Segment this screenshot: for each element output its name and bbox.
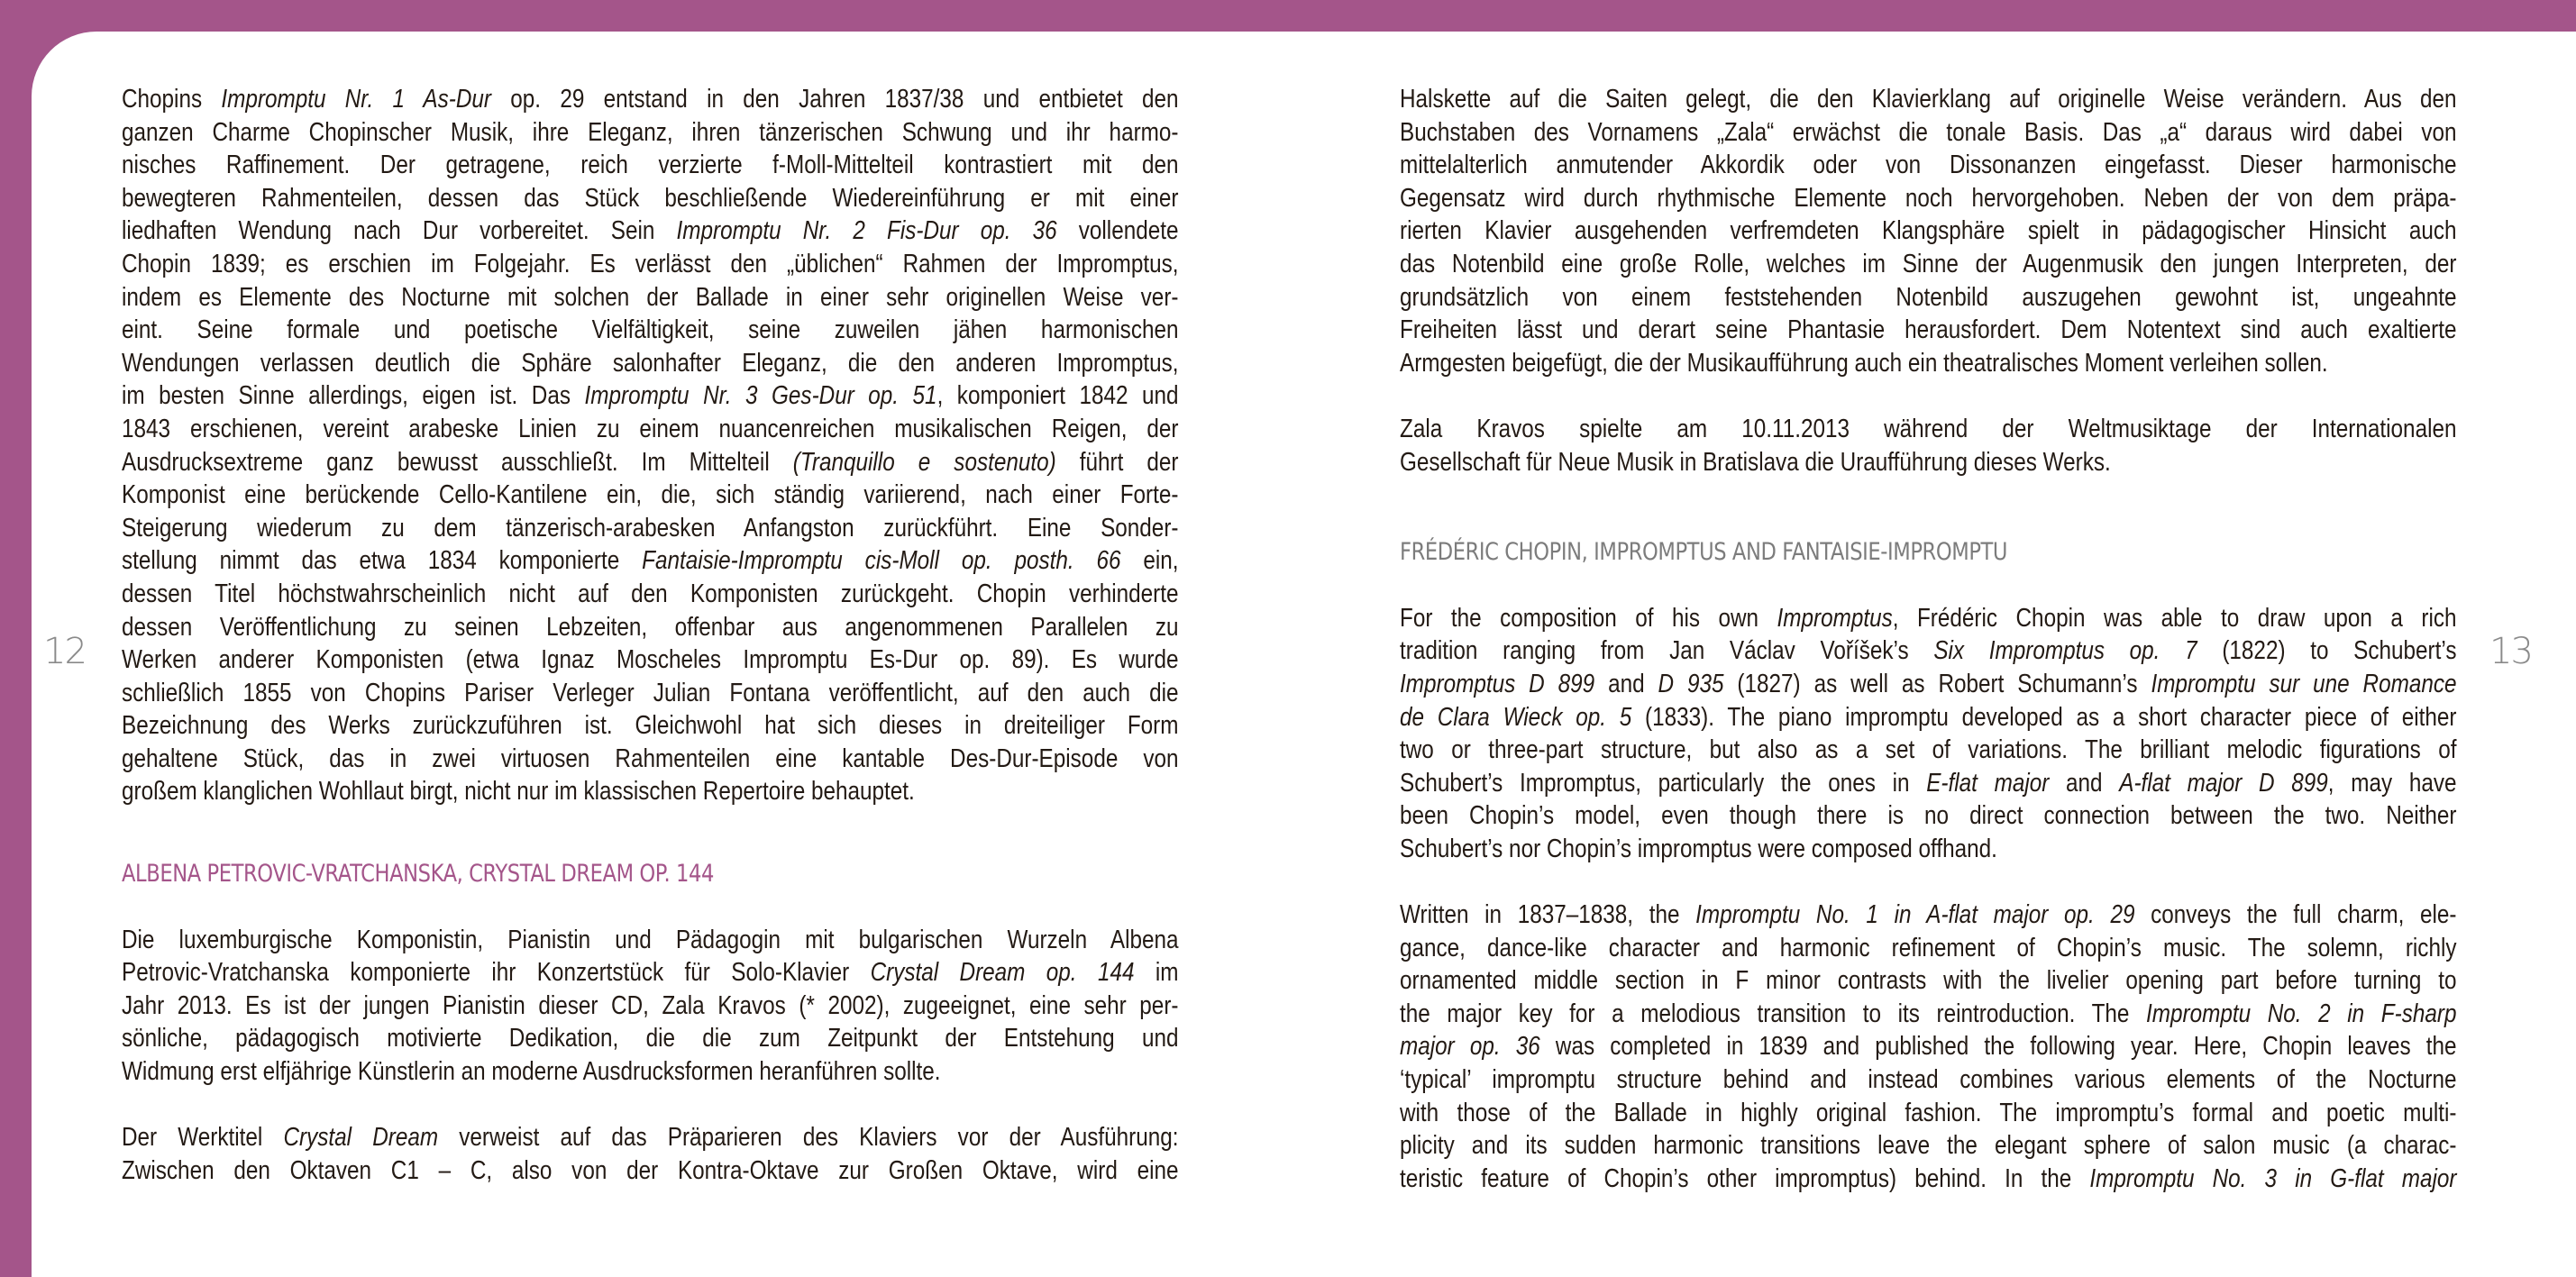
- paragraph: [122, 1121, 1179, 1187]
- spacer: [122, 808, 1179, 858]
- text-line: [1400, 446, 2457, 479]
- text-line: [1400, 83, 2457, 116]
- text-line: [1400, 116, 2457, 150]
- text-line: [1400, 602, 2457, 635]
- paragraph: [122, 83, 1179, 808]
- text-run: Bezeichnung des Werks zurückzuführen ist. Gleichwohl hat sich dieses in dreiteiliger Form: [122, 711, 1179, 741]
- italic-title: Impromptu Nr. 3 Ges-Dur op. 51: [584, 381, 937, 411]
- text-run: gance, dance-like character and harmonic refinement of Chopin’s music. The solemn, richly: [1400, 933, 2457, 962]
- text-line: [122, 775, 1179, 808]
- text-run: verweist auf das Präparieren des Klaviers vor der Ausführung:: [438, 1123, 1179, 1153]
- spacer: [1400, 865, 2457, 898]
- text-line: [122, 248, 1179, 281]
- left-column: [122, 83, 1179, 1187]
- italic-title: Impromptu No. 1 in A-flat major op. 29: [1695, 900, 2135, 930]
- italic-title: Six Impromptus op. 7: [1933, 636, 2197, 666]
- text-run: nisches Raffinement. Der getragene, reich verzierte f-Moll-Mittelteil kontrastiert mit den: [122, 151, 1179, 180]
- text-line: [122, 677, 1179, 710]
- paragraph: [1400, 602, 2457, 866]
- text-line: [1400, 248, 2457, 281]
- section-heading: FRÉDÉRIC CHOPIN, IMPROMPTUS AND FANTAISIE-IMPROMPTU: [1400, 538, 2008, 567]
- italic-title: de Clara Wieck op. 5: [1400, 702, 1632, 732]
- text-run: Werken anderer Komponisten (etwa Ignaz Moscheles Impromptu Es-Dur op. 89). Es wurde: [122, 645, 1179, 675]
- text-line: [122, 1121, 1179, 1154]
- text-run: rierten Klavier ausgehenden verfremdeten Klangsphäre spielt in pädagogischer Hinsicht auch: [1400, 216, 2457, 246]
- text-line: [1400, 314, 2457, 347]
- text-run: (1833). The piano impromptu developed as a short character piece of either: [1631, 702, 2457, 732]
- text-run: Chopins: [122, 85, 222, 114]
- spacer: [122, 1089, 1179, 1122]
- text-run: and: [1594, 669, 1658, 698]
- text-line: [1400, 182, 2457, 215]
- text-run: plicity and its sudden harmonic transitions leave the elegant sphere of salon music (a charac-: [1400, 1131, 2457, 1161]
- text-run: ‘typical’ impromptu structure behind and instead combines various elements of the Nocturne: [1400, 1065, 2457, 1095]
- text-run: Gegensatz wird durch rhythmische Elemente noch hervorgehoben. Neben der von dem präpa-: [1400, 183, 2457, 213]
- text-line: [1400, 1129, 2457, 1163]
- text-line: [1400, 347, 2457, 380]
- text-line: [122, 709, 1179, 743]
- italic-title: Impromptus: [1777, 603, 1893, 633]
- text-run: schließlich 1855 von Chopins Pariser Verleger Julian Fontana veröffentlicht, auf den auch die: [122, 678, 1179, 707]
- text-line: [1400, 932, 2457, 965]
- text-line: [122, 182, 1179, 215]
- text-run: tradition ranging from Jan Václav Voříšek’s: [1400, 636, 1934, 666]
- text-line: [1400, 734, 2457, 767]
- text-line: [1400, 214, 2457, 248]
- text-line: [1400, 833, 2457, 866]
- text-run: eint. Seine formale und poetische Vielfältigkeit, seine zuweilen jähen harmonischen: [122, 315, 1179, 345]
- page-number-right: 13: [2489, 631, 2532, 672]
- text-run: Ausdrucksextreme ganz bewusst ausschließt. Im Mittelteil: [122, 447, 793, 477]
- text-line: [1400, 1097, 2457, 1130]
- text-line: [122, 347, 1179, 380]
- paragraph: [1400, 413, 2457, 479]
- paragraph: [1400, 898, 2457, 1195]
- text-line: [122, 314, 1179, 347]
- text-run: For the composition of his own: [1400, 603, 1777, 633]
- text-line: [122, 956, 1179, 990]
- text-run: das Notenbild eine große Rolle, welches im Sinne der Augenmusik den jungen Interpreten, der: [1400, 249, 2457, 278]
- text-run: Buchstaben des Vornamens „Zala“ erwächst die tonale Basis. Das „a“ daraus wird dabei von: [1400, 117, 2457, 147]
- text-run: Jahr 2013. Es ist der jungen Pianistin dieser CD, Zala Kravos (* 2002), zugeeignet, eine sehr per-: [122, 990, 1179, 1020]
- text-run: ein,: [1120, 546, 1179, 576]
- text-run: op. 29 entstand in den Jahren 1837/38 und entbietet den: [490, 85, 1179, 114]
- text-line: [122, 214, 1179, 248]
- text-run: Widmung erst elfjährige Künstlerin an moderne Ausdrucksformen heranführen sollte.: [122, 1057, 941, 1087]
- italic-title: Impromptu No. 3 in G-flat major: [2089, 1163, 2457, 1193]
- text-line: [1400, 898, 2457, 932]
- text-run: the major key for a melodious transition to its reintroduction. The: [1400, 999, 2147, 1028]
- text-run: been Chopin’s model, even though there is no direct connection between the two. Neither: [1400, 801, 2457, 831]
- italic-title: major op. 36: [1400, 1032, 1540, 1062]
- italic-title: Impromptu Nr. 1 As-Dur: [221, 85, 491, 114]
- text-run: sönliche, pädagogisch motivierte Dedikation, die die zum Zeitpunkt der Entstehung und: [122, 1024, 1179, 1054]
- text-line: [1400, 998, 2457, 1031]
- text-run: teristic feature of Chopin’s other impromptus) behind. In the: [1400, 1163, 2090, 1193]
- text-run: dessen Titel höchstwahrscheinlich nicht auf den Komponisten zurückgeht. Chopin verhinderte: [122, 579, 1179, 608]
- italic-title: Crystal Dream op. 144: [870, 958, 1135, 988]
- text-run: Zala Kravos spielte am 10.11.2013 während der Weltmusiktage der Internationalen: [1400, 414, 2457, 443]
- text-line: [122, 512, 1179, 545]
- text-run: Freiheiten lässt und derart seine Phantasie herausfordert. Dem Notentext sind auch exaltierte: [1400, 315, 2457, 345]
- text-run: Komponist eine berückende Cello-Kantilene ein, die, sich ständig variierend, nach einer Forte-: [122, 480, 1179, 510]
- text-run: liedhaften Wendung nach Dur vorbereitet. Sein: [122, 216, 677, 246]
- italic-title: A-flat major D 899: [2119, 768, 2328, 798]
- text-line: [1400, 668, 2457, 701]
- text-line: [1400, 634, 2457, 668]
- text-line: [1400, 767, 2457, 800]
- text-line: [1400, 1030, 2457, 1063]
- spacer: [1400, 379, 2457, 413]
- text-line: [1400, 799, 2457, 833]
- text-line: [122, 1022, 1179, 1055]
- italic-title: D 935: [1658, 669, 1724, 698]
- text-run: Wendungen verlassen deutlich die Sphäre salonhafter Eleganz, die den anderen Impromptus,: [122, 348, 1179, 378]
- text-run: Schubert’s nor Chopin’s impromptus were composed offhand.: [1400, 834, 1997, 863]
- text-line: [122, 611, 1179, 644]
- text-line: [122, 281, 1179, 315]
- text-run: führt der: [1055, 447, 1179, 477]
- italic-title: E-flat major: [1926, 768, 2050, 798]
- text-line: [122, 83, 1179, 116]
- spacer: [1400, 570, 2457, 602]
- text-line: [122, 743, 1179, 776]
- text-run: with those of the Ballade in highly original fashion. The impromptu’s formal and poetic multi-: [1400, 1098, 2457, 1127]
- italic-title: Impromptu No. 2 in F-sharp: [2146, 999, 2457, 1028]
- text-run: was completed in 1839 and published the following year. Here, Chopin leaves the: [1539, 1032, 2457, 1062]
- text-line: [1400, 964, 2457, 998]
- text-run: großem klanglichen Wohllaut birgt, nicht nur im klassischen Repertoire behauptet.: [122, 777, 915, 807]
- text-run: (1827) as well as Robert Schumann’s: [1723, 669, 2151, 698]
- text-run: ornamented middle section in F minor contrasts with the livelier opening part before turning to: [1400, 966, 2457, 996]
- text-line: [122, 446, 1179, 479]
- text-line: [1400, 1063, 2457, 1097]
- text-line: [122, 643, 1179, 677]
- section-heading: ALBENA PETROVIC-VRATCHANSKA, CRYSTAL DREAM OP. 144: [122, 860, 714, 889]
- text-line: [122, 379, 1179, 413]
- text-run: and: [2049, 768, 2120, 798]
- paragraph: [122, 924, 1179, 1089]
- text-run: (1822) to Schubert’s: [2197, 636, 2457, 666]
- text-line: [122, 149, 1179, 182]
- text-run: Der Werktitel: [122, 1123, 284, 1153]
- italic-title: (Tranquillo e sostenuto): [792, 447, 1056, 477]
- text-run: 1843 erschienen, vereint arabeske Linien zu einem nuancenreichen musikalischen Reigen, der: [122, 414, 1179, 443]
- text-line: [122, 116, 1179, 150]
- text-run: Schubert’s Impromptus, particularly the ones in: [1400, 768, 1927, 798]
- text-run: mittelalterlich anmutender Akkordik oder von Dissonanzen eingefasst. Dieser harmonische: [1400, 151, 2457, 180]
- text-run: vollendete: [1056, 216, 1179, 246]
- page-number-left: 12: [43, 631, 86, 672]
- text-run: Die luxemburgische Komponistin, Pianistin und Pädagogin mit bulgarischen Wurzeln Albena: [122, 925, 1179, 954]
- text-run: Chopin 1839; es erschien im Folgejahr. Es verlässt den „üblichen“ Rahmen der Impromptus,: [122, 249, 1179, 278]
- text-line: [122, 413, 1179, 446]
- italic-title: Fantaisie-Impromptu cis-Moll op. posth. 66: [642, 546, 1121, 576]
- text-run: , komponiert 1842 und: [936, 381, 1179, 411]
- text-line: [1400, 281, 2457, 315]
- text-run: Steigerung wiederum zu dem tänzerisch-arabesken Anfangston zurückführt. Eine Sonder-: [122, 513, 1179, 543]
- text-run: bewegteren Rahmenteilen, dessen das Stück beschließende Wiedereinführung er mit einer: [122, 183, 1179, 213]
- text-run: gehaltene Stück, das in zwei virtuosen Rahmenteilen eine kantable Des-Dur-Episode von: [122, 743, 1179, 773]
- italic-title: Crystal Dream: [283, 1123, 439, 1153]
- text-run: Gesellschaft für Neue Musik in Bratislava die Uraufführung dieses Werks.: [1400, 447, 2111, 477]
- text-line: [122, 578, 1179, 611]
- text-run: Zwischen den Oktaven C1 – C, also von der Kontra-Oktave zur Großen Oktave, wird eine: [122, 1155, 1179, 1185]
- paragraph: [1400, 83, 2457, 379]
- text-line: [122, 924, 1179, 957]
- text-run: stellung nimmt das etwa 1834 komponierte: [122, 546, 643, 576]
- text-run: im besten Sinne allerdings, eigen ist. Das: [122, 381, 585, 411]
- text-line: [1400, 413, 2457, 446]
- text-run: Petrovic-Vratchanska komponierte ihr Konzertstück für Solo-Klavier: [122, 958, 871, 988]
- text-line: [122, 544, 1179, 578]
- text-line: [122, 1154, 1179, 1188]
- text-run: dessen Veröffentlichung zu seinen Lebzeiten, offenbar aus angenommenen Parallelen zu: [122, 612, 1179, 642]
- text-run: , Frédéric Chopin was able to draw upon a rich: [1892, 603, 2457, 633]
- text-run: Armgesten beigefügt, die der Musikaufführung auch ein theatralisches Moment verleihen sollen.: [1400, 348, 2328, 378]
- text-line: [122, 990, 1179, 1023]
- italic-title: Impromptu sur une Romance: [2151, 669, 2457, 698]
- italic-title: Impromptu Nr. 2 Fis-Dur op. 36: [676, 216, 1057, 246]
- text-run: grundsätzlich von einem feststehenden Notenbild auszugehen gewohnt ist, ungeahnte: [1400, 282, 2457, 312]
- italic-title: Impromptus D 899: [1400, 669, 1595, 698]
- right-column: [1400, 83, 2457, 1195]
- text-run: ganzen Charme Chopinscher Musik, ihre Eleganz, ihren tänzerischen Schwung und ihr harmo-: [122, 117, 1179, 147]
- text-run: indem es Elemente des Nocturne mit solchen der Ballade in einer sehr originellen Weise ver-: [122, 282, 1179, 312]
- text-run: Halskette auf die Saiten gelegt, die den Klavierklang auf originelle Weise verändern. Aus den: [1400, 85, 2457, 114]
- text-run: Written in 1837–1838, the: [1400, 900, 1696, 930]
- text-run: , may have: [2327, 768, 2457, 798]
- text-line: [122, 1055, 1179, 1089]
- text-line: [1400, 701, 2457, 734]
- text-line: [1400, 149, 2457, 182]
- spacer: [122, 891, 1179, 924]
- spacer: [1400, 479, 2457, 536]
- text-run: conveys the full charm, ele-: [2134, 900, 2457, 930]
- text-line: [1400, 1163, 2457, 1196]
- text-run: two or three-part structure, but also as a set of variations. The brilliant melodic figurations of: [1400, 735, 2457, 765]
- text-line: [122, 479, 1179, 512]
- text-run: im: [1134, 958, 1179, 988]
